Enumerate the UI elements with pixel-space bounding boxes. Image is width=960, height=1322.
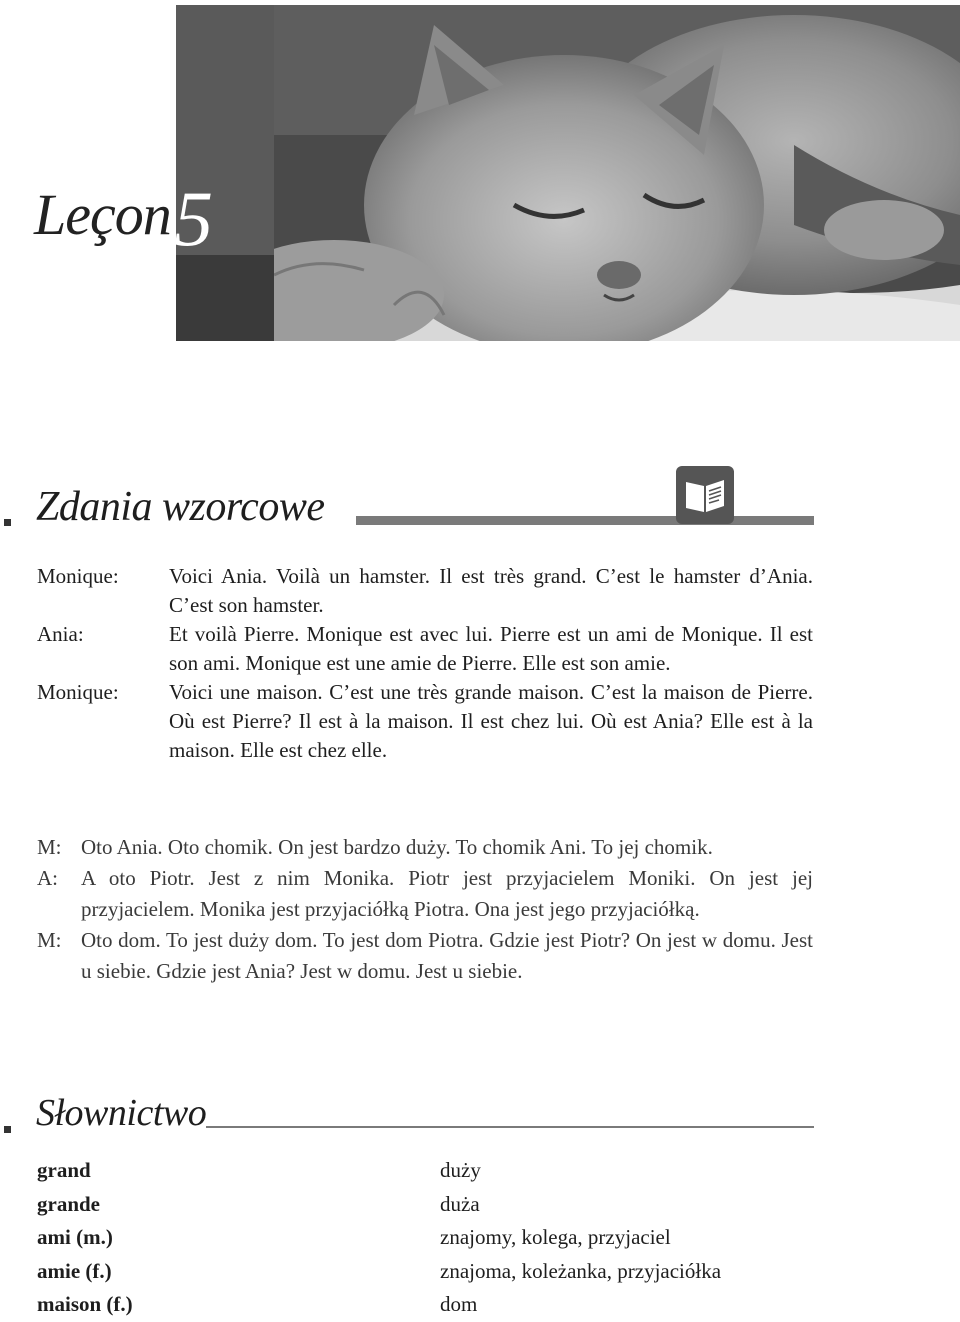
vocabulary-word: maison (f.) xyxy=(37,1292,133,1317)
speaker-label: M: xyxy=(37,835,62,859)
vocabulary-word: amie (f.) xyxy=(37,1258,112,1283)
dialogue-line xyxy=(37,620,817,678)
vocabulary-translation: duża xyxy=(440,1191,480,1216)
dialogue-text: A oto Piotr. Jest z nim Monika. Piotr jest przyjacielem Moniki. On jest jej przyjacielem. Monika jest przyjaciółką Piotra. Ona jest jego przyjaciółką. xyxy=(81,866,813,921)
dialogue-text: Et voilà Pierre. Monique est avec lui. Pierre est un ami de Monique. Il est son ami. Monique est une amie de Pierre. Elle est son amie. xyxy=(169,622,813,675)
section-title-vocabulary: Słownictwo xyxy=(36,1092,207,1134)
dialogue-line xyxy=(37,678,817,765)
lesson-title: Leçon xyxy=(34,182,171,247)
dialogue-text: Oto dom. To jest duży dom. To jest dom Piotra. Gdzie jest Piotr? On jest w domu. Jest u siebie. Gdzie jest Ania? Jest w domu. Jest u siebie. xyxy=(81,928,813,983)
dialogue-text: Voici une maison. C’est une très grande maison. C’est la maison de Pierre. Où est Pierre? Il est à la maison. Il est chez lui. Où est Ania? Elle est à la maison. Elle est chez elle. xyxy=(169,680,813,762)
section-title-examples: Zdania wzorcowe xyxy=(36,484,325,530)
section-bullet xyxy=(4,519,11,526)
dialogue-text: Oto Ania. Oto chomik. On jest bardzo duży. To chomik Ani. To jej chomik. xyxy=(81,835,713,859)
vocabulary-word: grande xyxy=(37,1191,100,1216)
lesson-number: 5 xyxy=(174,175,213,262)
speaker-label: Ania: xyxy=(37,622,84,646)
dialogue-line xyxy=(37,925,817,987)
vocabulary-item xyxy=(37,1288,817,1322)
vocabulary-translation: duży xyxy=(440,1158,481,1182)
dialogue-polish xyxy=(37,832,817,987)
section-bullet xyxy=(4,1126,11,1133)
vocabulary-word: ami (m.) xyxy=(37,1225,113,1250)
vocabulary-translation: dom xyxy=(440,1292,478,1317)
vocabulary-list xyxy=(37,1154,817,1322)
dialogue-text: Voici Ania. Voilà un hamster. Il est très grand. C’est le hamster d’Ania. C’est son hamster. xyxy=(169,564,813,617)
speaker-label: A: xyxy=(37,866,58,890)
section-rule xyxy=(206,1126,814,1128)
speaker-label: Monique: xyxy=(37,680,119,704)
dialogue-french xyxy=(37,562,817,765)
vocabulary-item xyxy=(37,1154,817,1188)
dialogue-line xyxy=(37,832,817,863)
vocabulary-item xyxy=(37,1221,817,1255)
vocabulary-item xyxy=(37,1255,817,1289)
book-icon xyxy=(676,466,734,524)
speaker-label: M: xyxy=(37,928,62,952)
vocabulary-translation: znajomy, kolega, przyjaciel xyxy=(440,1225,671,1250)
section-rule xyxy=(356,516,814,525)
vocabulary-translation: znajoma, koleżanka, przyjaciółka xyxy=(440,1258,722,1283)
dialogue-line xyxy=(37,562,817,620)
vocabulary-item xyxy=(37,1188,817,1222)
speaker-label: Monique: xyxy=(37,564,119,588)
vocabulary-word: grand xyxy=(37,1158,91,1182)
dialogue-line xyxy=(37,863,817,925)
sleeping-kitten-photo xyxy=(274,5,960,341)
